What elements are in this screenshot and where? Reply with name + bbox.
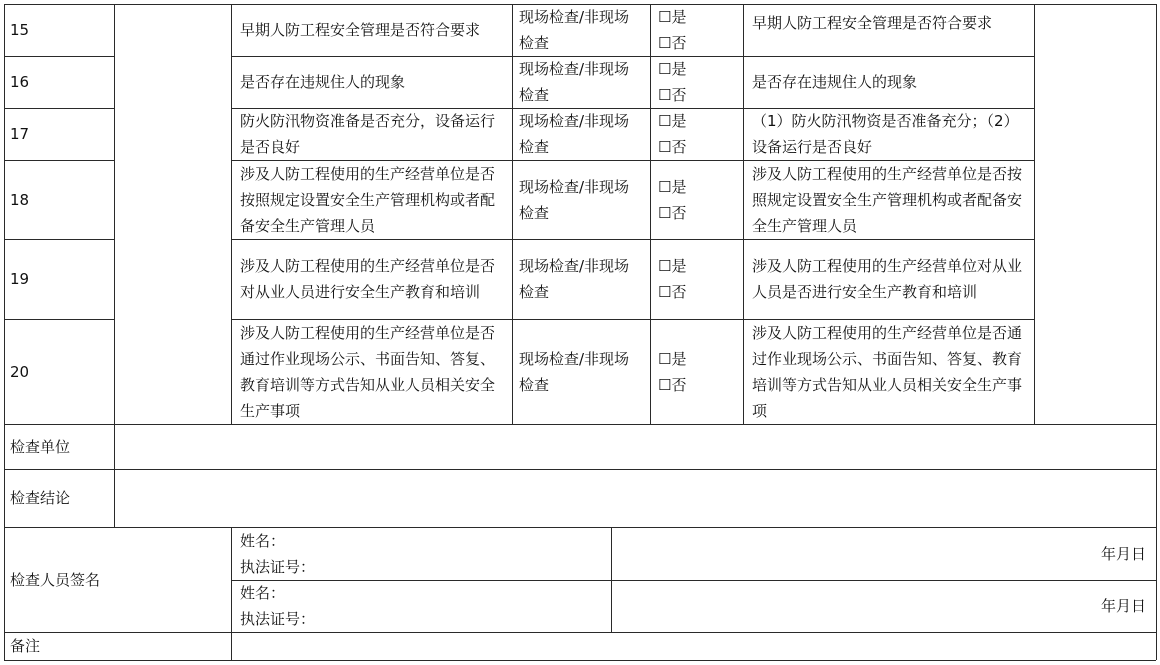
row-number — [10, 56, 110, 108]
result-options — [658, 56, 738, 108]
check-item — [240, 239, 506, 319]
check-item — [240, 4, 506, 56]
check-basis — [752, 108, 1030, 160]
inspector-1-date[interactable] — [616, 527, 1146, 580]
result-options — [658, 108, 738, 160]
cert-number-label: 执法证号： — [240, 610, 316, 628]
checkbox-no[interactable]: ☐否 — [658, 138, 687, 156]
date-label: 年月日 — [1100, 544, 1146, 563]
row-number-text: 15 — [10, 21, 30, 39]
inspection-unit-label — [10, 424, 110, 469]
result-options — [658, 319, 738, 424]
row-number — [10, 160, 110, 239]
check-basis — [752, 239, 1028, 319]
column-divider — [650, 4, 651, 424]
row-number — [10, 4, 110, 56]
check-basis — [752, 56, 1028, 108]
check-basis — [752, 160, 1028, 239]
check-basis-text: 是否存在违规住人的现象 — [752, 73, 918, 91]
check-method — [519, 108, 637, 160]
inspection-unit-field[interactable] — [120, 424, 1150, 469]
check-item — [240, 56, 506, 108]
remarks-field[interactable] — [240, 632, 1150, 660]
check-basis-text: 涉及人防工程使用的生产经营单位是否按照规定设置安全生产管理机构或者配备安全生产管理人员 — [752, 164, 1023, 235]
column-divider — [611, 527, 612, 632]
remarks-label — [10, 632, 225, 660]
check-basis-text: （1）防火防汛物资是否准备充分；（2）设备运行是否良好 — [752, 112, 1019, 156]
check-method — [519, 239, 637, 319]
check-basis-text: 涉及人防工程使用的生产经营单位是否通过作业现场公示、书面告知、答复、教育培训等方式告知从业人员相关安全生产事项 — [752, 323, 1023, 420]
check-basis-text: 涉及人防工程使用的生产经营单位对从业人员是否进行安全生产教育和培训 — [752, 257, 1023, 301]
row-number-text: 18 — [10, 190, 30, 209]
name-label: 姓名： — [240, 531, 286, 550]
checkbox-no[interactable]: ☐否 — [658, 283, 687, 301]
inspectors-signature-label — [10, 527, 225, 632]
check-method — [519, 319, 637, 424]
check-method-text: 现场检查/非现场检查 — [519, 112, 630, 156]
result-options — [658, 4, 738, 56]
check-item-text: 是否存在违规住人的现象 — [240, 73, 406, 91]
row-number — [10, 319, 110, 424]
check-method — [519, 160, 637, 239]
column-divider — [743, 4, 744, 424]
date-label: 年月日 — [1100, 597, 1146, 615]
checkbox-yes[interactable]: ☐是 — [658, 257, 687, 275]
check-method-text: 现场检查/非现场检查 — [519, 177, 630, 222]
conclusion-label-text: 检查结论 — [10, 489, 71, 507]
checkbox-no[interactable]: ☐否 — [658, 203, 687, 222]
check-method-text: 现场检查/非现场检查 — [519, 60, 630, 104]
column-divider — [1034, 4, 1035, 424]
row-number-text: 17 — [10, 125, 30, 143]
conclusion-label — [10, 469, 110, 527]
check-method-text: 现场检查/非现场检查 — [519, 349, 630, 394]
check-basis — [752, 10, 1028, 54]
row-number-text: 19 — [10, 270, 30, 288]
table-left-border — [4, 4, 5, 660]
check-basis-text: 早期人防工程安全管理是否符合要求 — [752, 14, 993, 32]
checkbox-yes[interactable]: ☐是 — [658, 60, 687, 78]
checkbox-no[interactable]: ☐否 — [658, 34, 687, 52]
column-divider — [231, 4, 232, 424]
check-method-text: 现场检查/非现场检查 — [519, 257, 630, 301]
column-divider — [231, 527, 232, 660]
inspectors-signature-label-text: 检查人员签名 — [10, 570, 101, 589]
check-method — [519, 4, 637, 56]
row-number-text: 20 — [10, 362, 30, 381]
check-method-text: 现场检查/非现场检查 — [519, 8, 630, 52]
checkbox-yes[interactable]: ☐是 — [658, 349, 687, 368]
check-item-text: 涉及人防工程使用的生产经营单位是否对从业人员进行安全生产教育和培训 — [240, 257, 496, 301]
checkbox-yes[interactable]: ☐是 — [658, 177, 687, 196]
row-number — [10, 239, 110, 319]
check-item-text: 涉及人防工程使用的生产经营单位是否按照规定设置安全生产管理机构或者配备安全生产管理人员 — [240, 164, 496, 235]
check-item — [240, 160, 506, 239]
check-item — [240, 108, 506, 160]
checkbox-no[interactable]: ☐否 — [658, 375, 687, 394]
inspector-1-info[interactable] — [240, 527, 606, 580]
inspector-2-date[interactable] — [616, 580, 1146, 632]
name-label: 姓名： — [240, 584, 286, 602]
check-item-text: 早期人防工程安全管理是否符合要求 — [240, 21, 481, 39]
check-item-text: 涉及人防工程使用的生产经营单位是否通过作业现场公示、书面告知、答复、教育培训等方式告知从业人员相关安全生产事项 — [240, 323, 496, 420]
check-item — [240, 319, 506, 424]
inspection-unit-label-text: 检查单位 — [10, 437, 71, 456]
check-item-text: 防火防汛物资准备是否充分，设备运行是否良好 — [240, 112, 496, 156]
result-options — [658, 239, 738, 319]
row-number — [10, 108, 110, 160]
remarks-label-text: 备注 — [10, 637, 41, 655]
inspector-2-info[interactable] — [240, 580, 606, 632]
check-basis — [752, 319, 1028, 424]
checkbox-no[interactable]: ☐否 — [658, 86, 687, 104]
result-options — [658, 160, 738, 239]
row-number-text: 16 — [10, 73, 30, 91]
checkbox-yes[interactable]: ☐是 — [658, 112, 687, 130]
column-divider — [114, 4, 115, 527]
conclusion-field[interactable] — [120, 469, 1150, 527]
table-right-border — [1156, 4, 1157, 660]
cert-number-label: 执法证号： — [240, 557, 316, 576]
checkbox-yes[interactable]: ☐是 — [658, 8, 687, 26]
check-method — [519, 56, 637, 108]
column-divider — [512, 4, 513, 424]
table-bottom-border — [4, 660, 1156, 661]
